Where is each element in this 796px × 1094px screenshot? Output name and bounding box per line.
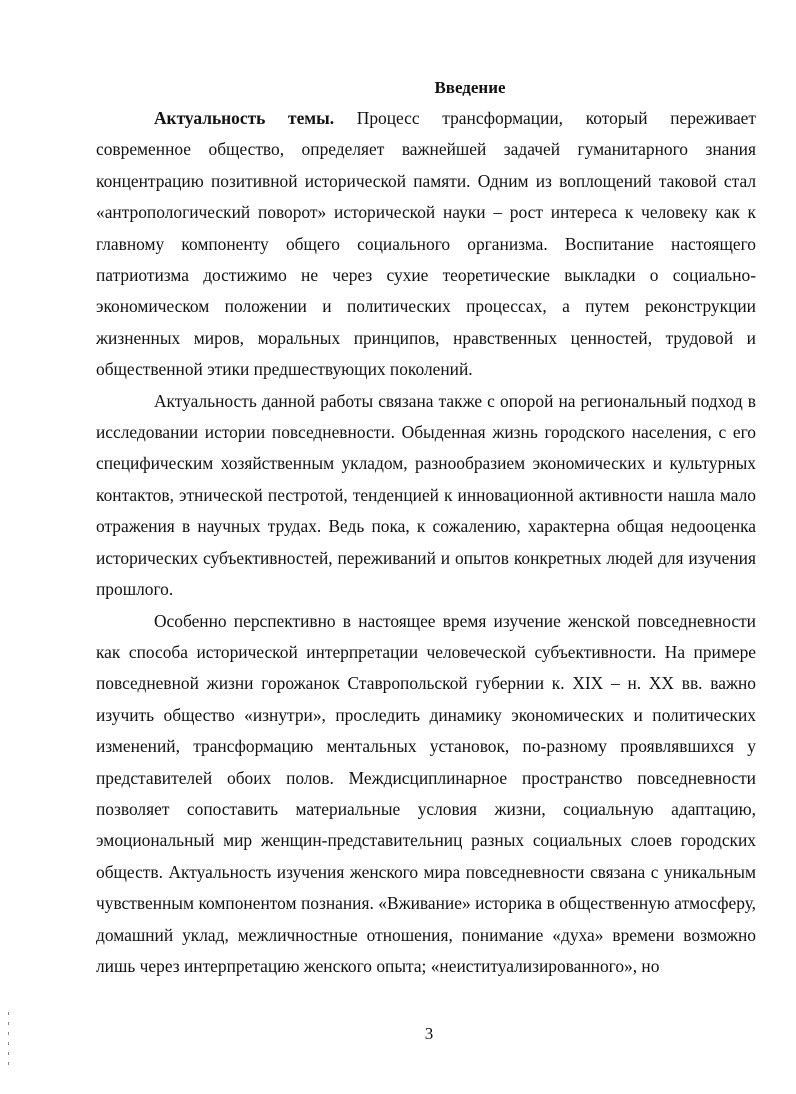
page-number: 3 [424, 1024, 434, 1043]
scan-dot [8, 1042, 9, 1045]
paragraph-text: Особенно перспективно в настоящее время изучение женской повседневности как способа исторической интерпретации человеческой субъективности. На примере повседневной жизни горожанок Ставропольской губернии к. XIX – н. XX вв. важно изучить общество «изнутри», проследить динамику экономических и политических изменений, трансформацию ментальных установок, по-разному проявлявшихся у представителей обоих полов. Междисциплинарное пространство повседневности позволяет сопоставить материальные условия жизни, социальную адаптацию, эмоциональный мир женщин-представительниц разных социальных слоев городских обществ. Актуальность изучения женского мира повседневности связана с уникальным чувственным компонентом познания. «Вживание» историка в общественную атмосферу, домашний уклад, межличностные отношения, понимание «духа» времени возможно лишь через интерпретацию женского опыта; «неиституализированного», но [96, 610, 756, 976]
scan-dot [8, 1012, 9, 1015]
scan-artifact [6, 1012, 12, 1084]
paragraph-3 [96, 606, 756, 983]
paragraph-2 [96, 386, 756, 606]
scan-dot [8, 1032, 9, 1035]
scan-dot [8, 1022, 9, 1025]
document-page [96, 72, 756, 982]
paragraph-text: Процесс трансформации, который переживает современное общество, определяет важнейшей задачей гуманитарного знания концентрацию позитивной исторической памяти. Одним из воплощений таковой стал «антропологический поворот» исторической науки – рост интереса к человеку как к главному компоненту общего социального организма. Воспитание настоящего патриотизма достижимо не через сухие теоретические выкладки о социально-экономическом положении и политических процессах, а путем реконструкции жизненных миров, моральных принципов, нравственных ценностей, трудовой и общественной этики предшествующих поколений. [96, 108, 756, 380]
scan-dot [8, 1052, 9, 1055]
paragraph-lead: Актуальность темы. [154, 108, 335, 128]
paragraph-text: Актуальность данной работы связана также с опорой на региональный подход в исследовании истории повседневности. Обыденная жизнь городского населения, с его специфическим хозяйственным укладом, разнообразием экономических и культурных контактов, этнической пестротой, тенденцией к инновационной активности нашла мало отражения в научных трудах. Ведь пока, к сожалению, характерна общая недооценка исторических субъективностей, переживаний и опытов конкретных людей для изучения прошлого. [96, 390, 756, 600]
scan-dot [8, 1062, 9, 1065]
paragraph-1 [96, 103, 756, 386]
section-title: Введение [434, 78, 506, 97]
